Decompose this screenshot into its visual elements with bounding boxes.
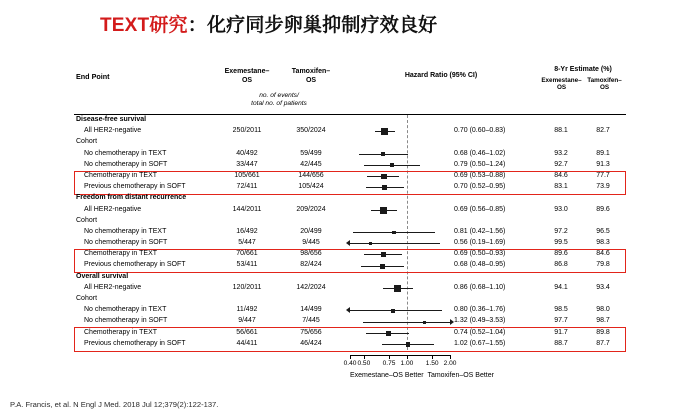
row-label: Previous chemotherapy in SOFT [84, 183, 186, 191]
row-estimate-tamoxifen: 87.7 [596, 339, 610, 347]
row-estimate-exemestane: 92.7 [554, 160, 568, 168]
row-estimate-tamoxifen: 82.7 [596, 127, 610, 135]
row-hazard-ratio: 0.69 (0.53–0.88) [454, 171, 506, 179]
row-exemestane-events: 5/447 [238, 239, 256, 247]
row-label: Chemotherapy in TEXT [84, 328, 158, 336]
column-header-tamoxifen-line1: Tamoxifen– [291, 68, 331, 75]
row-estimate-exemestane: 84.6 [554, 171, 568, 179]
table-header [74, 62, 626, 115]
row-label: No chemotherapy in TEXT [84, 227, 167, 235]
row-tamoxifen-events: 9/445 [302, 239, 320, 247]
row-exemestane-events: 33/447 [236, 160, 258, 168]
row-exemestane-events: 105/661 [234, 171, 260, 179]
row-exemestane-events: 44/411 [236, 339, 258, 347]
row-hazard-ratio: 1.02 (0.67–1.55) [454, 339, 506, 347]
table-row [74, 272, 626, 283]
row-hazard-ratio: 0.68 (0.48–0.95) [454, 261, 506, 269]
column-header-exemestane [216, 68, 278, 86]
column-header-exemestane-line2: OS [241, 76, 253, 84]
row-label: Cohort [76, 295, 98, 302]
axis-tick [407, 355, 408, 359]
table-row [74, 137, 626, 148]
row-exemestane-events: 16/492 [236, 227, 258, 235]
row-exemestane-events: 56/661 [236, 328, 258, 336]
table-row [74, 328, 626, 339]
row-hazard-ratio: 0.86 (0.68–1.10) [454, 283, 506, 291]
axis-tick [432, 355, 433, 359]
column-header-hazard-ratio: Hazard Ratio (95% CI) [404, 72, 478, 79]
row-hazard-ratio: 0.56 (0.19–1.69) [454, 239, 506, 247]
axis-tick-label: 0.75 [382, 360, 396, 368]
events-note [216, 92, 342, 108]
row-estimate-exemestane: 88.7 [554, 339, 568, 347]
row-estimate-tamoxifen: 79.8 [596, 261, 610, 269]
row-tamoxifen-events: 105/424 [298, 183, 324, 191]
page-title [100, 10, 437, 37]
events-note-line1: no. of events/ [259, 92, 299, 99]
axis-tick [389, 355, 390, 359]
row-estimate-tamoxifen: 89.1 [596, 149, 610, 157]
estimate-tamoxifen-line2: OS [599, 84, 610, 92]
row-estimate-tamoxifen: 77.7 [596, 171, 610, 179]
row-tamoxifen-events: 20/499 [300, 227, 322, 235]
row-label: Freedom from distant recurrence [76, 194, 187, 202]
row-estimate-exemestane: 93.2 [554, 149, 568, 157]
row-hazard-ratio: 0.69 (0.50–0.93) [454, 250, 506, 258]
row-label: No chemotherapy in SOFT [84, 317, 168, 325]
row-exemestane-events: 120/2011 [232, 283, 262, 291]
table-row [74, 260, 626, 271]
axis-tick-label: 0.40 [343, 360, 357, 368]
row-exemestane-events: 11/492 [236, 306, 258, 314]
axis-tick-label: 1.50 [425, 360, 439, 368]
row-estimate-tamoxifen: 98.3 [596, 239, 610, 247]
row-exemestane-events: 70/661 [236, 250, 258, 258]
row-tamoxifen-events: 82/424 [300, 261, 322, 269]
events-note-line2: total no. of patients [251, 100, 307, 108]
row-exemestane-events: 72/411 [236, 183, 258, 191]
row-hazard-ratio: 0.69 (0.56–0.85) [454, 205, 506, 213]
row-estimate-exemestane: 88.1 [554, 127, 568, 135]
row-hazard-ratio: 0.70 (0.60–0.83) [454, 127, 506, 135]
row-estimate-exemestane: 83.1 [554, 183, 568, 191]
row-estimate-exemestane: 98.5 [554, 306, 568, 314]
estimate-exemestane-line1: Exemestane– [541, 76, 582, 84]
row-estimate-exemestane: 89.6 [554, 250, 568, 258]
column-header-tamoxifen [280, 68, 342, 86]
axis-tick [364, 355, 365, 359]
row-label: All HER2-negative [84, 205, 142, 213]
table-row [74, 249, 626, 260]
table-row [74, 126, 626, 137]
row-label: No chemotherapy in TEXT [84, 149, 167, 157]
row-exemestane-events: 9/447 [238, 317, 256, 325]
row-label: No chemotherapy in TEXT [84, 306, 167, 314]
row-estimate-tamoxifen: 73.9 [596, 183, 610, 191]
row-label: All HER2-negative [84, 283, 142, 291]
row-estimate-exemestane: 91.7 [554, 328, 568, 336]
row-label: All HER2-negative [84, 127, 142, 135]
estimate-tamoxifen-line1: Tamoxifen– [587, 76, 622, 84]
column-header-estimate [540, 66, 626, 92]
row-tamoxifen-events: 98/656 [300, 250, 322, 258]
row-estimate-tamoxifen: 98.0 [596, 306, 610, 314]
page-title-en: TEXT研究 [100, 15, 188, 36]
row-exemestane-events: 250/2011 [232, 127, 262, 135]
column-header-exemestane-line1: Exemestane– [224, 68, 270, 75]
table-row [74, 283, 626, 294]
row-estimate-exemestane: 99.5 [554, 239, 568, 247]
row-estimate-tamoxifen: 89.6 [596, 205, 610, 213]
table-row [74, 339, 626, 350]
row-label: Chemotherapy in TEXT [84, 250, 158, 258]
row-estimate-exemestane: 97.2 [554, 227, 568, 235]
table-row [74, 149, 626, 160]
axis-caption-right: Tamoxifen–OS Better [427, 372, 494, 380]
row-tamoxifen-events: 14/499 [300, 306, 322, 314]
row-estimate-tamoxifen: 91.3 [596, 160, 610, 168]
page-title-cn: ：化疗同步卵巢抑制疗效良好 [187, 15, 438, 36]
column-header-estimate-exemestane [540, 77, 583, 92]
row-label: Previous chemotherapy in SOFT [84, 261, 186, 269]
row-exemestane-events: 53/411 [236, 261, 258, 269]
row-estimate-exemestane: 93.0 [554, 205, 568, 213]
row-label: Cohort [76, 138, 98, 146]
row-label: Chemotherapy in TEXT [84, 171, 158, 179]
table-row [74, 305, 626, 316]
row-tamoxifen-events: 42/445 [300, 160, 322, 168]
row-estimate-tamoxifen: 89.8 [596, 328, 610, 336]
forest-plot-figure [74, 62, 626, 392]
row-hazard-ratio: 0.68 (0.46–1.02) [454, 149, 506, 157]
axis-caption [350, 372, 494, 380]
row-tamoxifen-events: 75/656 [300, 328, 322, 336]
table-row [74, 171, 626, 182]
table-row [74, 160, 626, 171]
row-label: No chemotherapy in SOFT [84, 160, 168, 168]
row-hazard-ratio: 0.74 (0.52–1.04) [454, 328, 506, 336]
axis-tick-label: 0.50 [357, 360, 371, 368]
row-hazard-ratio: 0.80 (0.36–1.76) [454, 306, 506, 314]
axis-tick-label: 2.00 [443, 360, 457, 368]
row-tamoxifen-events: 350/2024 [296, 127, 326, 135]
table-row [74, 294, 626, 305]
table-row [74, 205, 626, 216]
row-estimate-tamoxifen: 98.7 [596, 317, 610, 325]
row-tamoxifen-events: 59/499 [300, 149, 322, 157]
row-tamoxifen-events: 144/656 [298, 171, 324, 179]
row-estimate-exemestane: 97.7 [554, 317, 568, 325]
row-tamoxifen-events: 46/424 [300, 339, 322, 347]
forest-plot-table [74, 115, 626, 350]
table-row [74, 115, 626, 126]
row-estimate-exemestane: 94.1 [554, 283, 568, 291]
row-tamoxifen-events: 7/445 [302, 317, 320, 325]
row-estimate-tamoxifen: 96.5 [596, 227, 610, 235]
row-label: Previous chemotherapy in SOFT [84, 339, 186, 347]
row-estimate-tamoxifen: 93.4 [596, 283, 610, 291]
row-label: Disease-free survival [76, 116, 147, 123]
row-label: Cohort [76, 216, 98, 224]
row-estimate-tamoxifen: 84.6 [596, 250, 610, 258]
row-label: Overall survival [76, 272, 129, 280]
row-exemestane-events: 144/2011 [232, 205, 262, 213]
axis-tick [450, 355, 451, 359]
column-header-estimate-tamoxifen [583, 77, 626, 92]
row-hazard-ratio: 0.79 (0.50–1.24) [454, 160, 506, 168]
citation: P.A. Francis, et al. N Engl J Med. 2018 Jul 12;379(2):122-137. [10, 400, 219, 409]
axis-line [350, 355, 450, 356]
table-row [74, 238, 626, 249]
table-row [74, 216, 626, 227]
row-exemestane-events: 40/492 [236, 149, 258, 157]
table-row [74, 316, 626, 327]
column-header-tamoxifen-line2: OS [305, 76, 317, 84]
table-row [74, 193, 626, 204]
axis-tick [350, 355, 351, 359]
estimate-exemestane-line2: OS [556, 84, 567, 92]
axis-tick-label: 1.00 [400, 360, 414, 368]
row-hazard-ratio: 1.32 (0.49–3.53) [454, 317, 506, 325]
row-tamoxifen-events: 142/2024 [296, 283, 326, 291]
axis-caption-left: Exemestane–OS Better [350, 372, 424, 380]
row-hazard-ratio: 0.81 (0.42–1.56) [454, 227, 506, 235]
column-header-endpoint: End Point [76, 72, 110, 81]
table-row [74, 227, 626, 238]
column-header-estimate-title: 8-Yr Estimate (%) [554, 66, 612, 73]
table-row [74, 182, 626, 193]
row-tamoxifen-events: 209/2024 [296, 205, 326, 213]
row-estimate-exemestane: 86.8 [554, 261, 568, 269]
row-label: No chemotherapy in SOFT [84, 239, 168, 247]
row-hazard-ratio: 0.70 (0.52–0.95) [454, 183, 506, 191]
